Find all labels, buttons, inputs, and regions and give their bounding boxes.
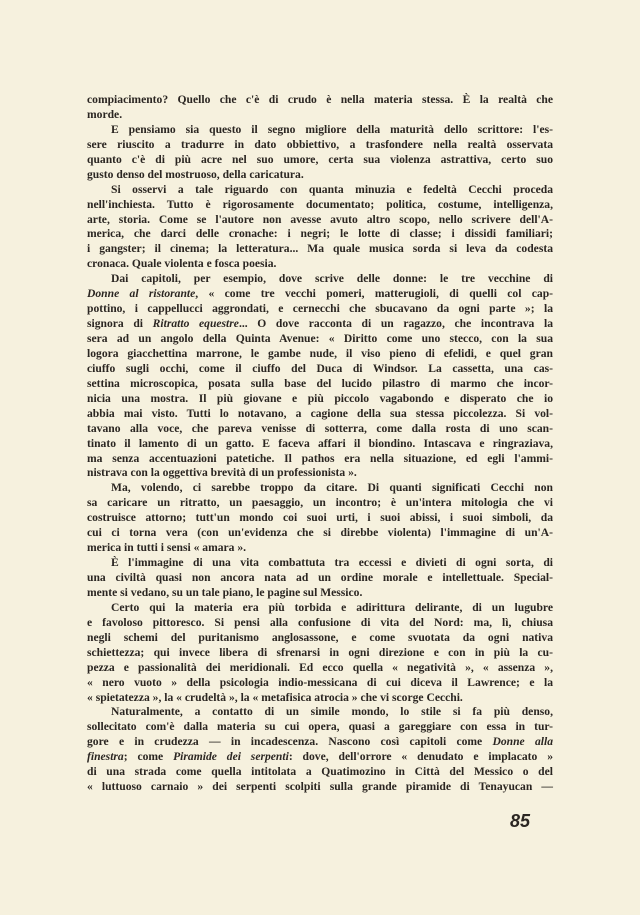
text-line: [87, 317, 553, 332]
text-line: sollecitato com'è dalla materia su cui opera, quasi a gareggiare con essa in tur-: [87, 720, 553, 734]
page-number: 85: [510, 811, 531, 831]
text-line: sa caricare un ritratto, un paesaggio, un incontro; è un'intera mitologia che vi: [87, 496, 553, 510]
paragraph: [87, 93, 553, 123]
text-line: [87, 750, 553, 765]
text-line: Si osservi a tale riguardo con quanta minuzia e fedeltà Cecchi proceda: [111, 182, 553, 196]
text-line: una civiltà quasi non ancora nata ad un ordine morale e intellettuale. Special-: [87, 571, 553, 584]
page-body: [87, 93, 553, 795]
text-line: ciuffo sugli occhi, come il ciuffo del Duca di Windsor. La cassetta, una cas-: [87, 361, 553, 375]
text-line: settina microscopica, posata sulla base del lucido pilastro di marmo che incor-: [87, 376, 553, 390]
text-line: sere riuscito a tradurre in dato obbiettivo, a trasfondere nella realtà osservata: [87, 137, 553, 151]
text-segment: : dove, dell'orrore « denudato e implacato »: [288, 750, 554, 764]
paragraph: [87, 556, 553, 601]
text-line: e favoloso pittoresco. Si pensi alla confusione di vita del Nord: ma, lì, chiusa: [87, 615, 553, 629]
text-segment: , « come tre vecchi pomeri, matterugioli, di quelli col cap-: [195, 287, 553, 301]
text-line: compiacimento? Quello che c'è di crudo è nella materia stessa. È la realtà che: [87, 93, 553, 106]
italic-title: Donne alla: [492, 735, 554, 749]
text-line: morde.: [87, 107, 123, 121]
text-line: pottino, i cappellucci aggrondati, e cernecchi che sbucavano da ogni parte »; la: [87, 302, 553, 316]
text-line: mente si vedano, su un tale piano, le pagine sul Messico.: [87, 585, 363, 599]
text-line: cronaca. Quale violenta e fosca poesia.: [87, 257, 277, 271]
text-segment: ... O dove racconta di un ragazzo, che incontrava la: [238, 317, 553, 331]
text-line: nicia una mostra. Il più giovane e più piccolo vagabondo e disperato che io: [87, 391, 553, 405]
paragraph: [87, 705, 553, 795]
text-line: Naturalmente, a contatto di un simile mondo, lo stile si fa più denso,: [111, 705, 553, 719]
text-line: tavano alla voce, che pareva venisse di sotterra, come dalla rosta di uno scan-: [87, 421, 553, 435]
text-line: i gangster; il cinema; la letteratura... Ma quale musica sorda si leva da codesta: [87, 242, 553, 256]
italic-title: finestra: [87, 750, 124, 764]
text-line: costruisce attorno; tutt'un mondo coi suoi urti, i suoi abissi, i suoi simboli, da: [87, 511, 553, 525]
text-line: schiettezza; qui invece libera di sfrenarsi in ogni direzione e con in più la cu-: [87, 645, 553, 659]
text-line: nell'inchiesta. Tutto è rigorosamente documentato; politica, costume, intelligenza,: [87, 197, 553, 211]
paragraph: [87, 183, 553, 273]
text-line: logora giacchettina marrone, le gambe nude, il viso pieno di efelidi, e quel gran: [87, 346, 553, 360]
text-line: quanto c'è di più acre nel suo umore, certa sua violenza astrattiva, certo suo: [87, 152, 553, 166]
italic-title: Donne al ristorante: [87, 287, 196, 301]
text-line: merica, che darci delle cronache: i negri; le lotte di classe; i dissidi familiari;: [87, 227, 553, 241]
italic-title: Piramide dei serpenti: [173, 750, 289, 764]
text-line: Certo qui la materia era più torbida e adirittura delirante, di un lugubre: [111, 600, 553, 614]
text-line: E pensiamo sia questo il segno migliore della maturità dello scrittore: l'es-: [111, 122, 553, 136]
paragraph: [87, 481, 553, 556]
paragraph: [87, 272, 553, 481]
text-line: « nero vuoto » della psicologia indio-messicana di cui diceva il Lawrence; e la: [87, 675, 553, 689]
text-line: abbia mai visto. Tutti lo notavano, a cagione della sua stessa piccolezza. Si vol-: [87, 406, 553, 420]
text-line: ma senza accentuazioni patetiche. Il pathos era nella situazione, ed egli l'ammi-: [87, 451, 553, 465]
italic-title: Ritratto equestre: [152, 317, 239, 331]
text-line: [87, 287, 553, 302]
text-segment: gore e in crudezza — in incadescenza. Nascono così capitoli come: [87, 735, 493, 749]
text-line: pezza e passionalità dei meridionali. Ed ecco quella « negatività », « assenza »,: [87, 660, 553, 674]
text-line: tinato il lamento di un gatto. E faceva affari il biondino. Intascava e ringraziava,: [87, 436, 553, 450]
text-line: « luttuoso carnaio » dei serpenti scolpiti sulla grande piramide di Tenayucan —: [87, 780, 553, 794]
paragraph: [87, 123, 553, 183]
text-line: cui ci torna vera (con un'evidenza che si direbbe violenta) l'immagine di un'A-: [87, 526, 553, 540]
paragraph: [87, 601, 553, 706]
text-line: Dai capitoli, per esempio, dove scrive delle donne: le tre vecchine di: [111, 272, 553, 286]
text-segment: signora di: [87, 317, 153, 331]
text-line: sera ad un angolo della Quinta Avenue: « Diritto come uno stecco, con la sua: [87, 332, 553, 345]
text-line: negli schemi del puritanismo anglosassone, e come svuotata da ogni nativa: [87, 630, 553, 644]
text-line: merica in tutti i sensi « amara ».: [87, 541, 247, 555]
text-line: È l'immagine di una vita combattuta tra eccessi e divieti di ogni sorta, di: [111, 556, 553, 570]
text-line: di una strada come quella intitolata a Quatimozino in Città del Messico o del: [87, 765, 553, 779]
text-line: gusto denso del mostruoso, della caricatura.: [87, 167, 304, 181]
text-line: Ma, volendo, ci sarebbe troppo da citare. Di quanti significati Cecchi non: [111, 481, 553, 495]
text-line: nistrava con la oggettiva brevità di un professionista ».: [87, 466, 357, 480]
text-segment: ; come: [123, 750, 174, 764]
text-line: arte, storia. Come se l'autore non avesse avuto altro scopo, nello scrivere dell'A-: [87, 212, 553, 226]
text-line: « spietatezza », la « crudeltà », la « metafisica atrocia » che vi scorge Cecchi.: [87, 690, 463, 704]
text-line: [87, 735, 553, 750]
